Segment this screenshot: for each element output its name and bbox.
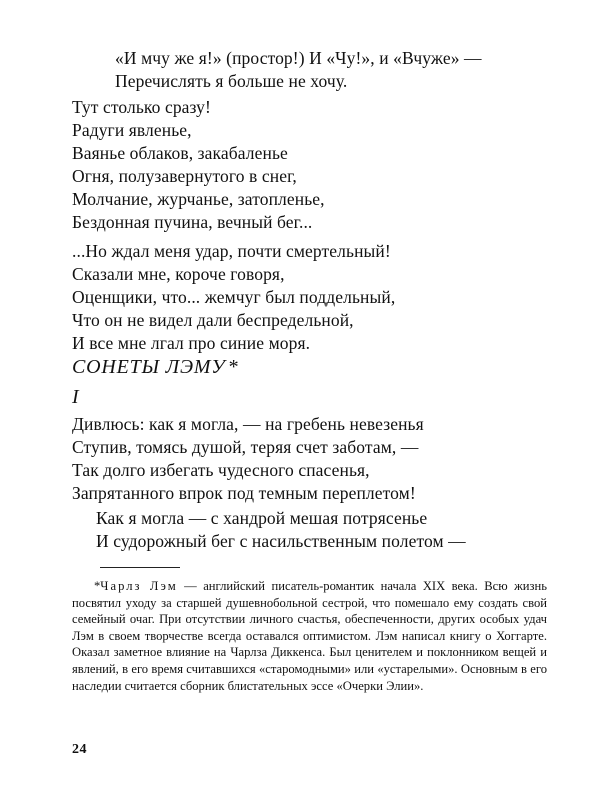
verse-line: ...Но ждал меня удар, почти смертельный! bbox=[72, 241, 391, 261]
page-number: 24 bbox=[72, 742, 87, 757]
footnote-marker: * bbox=[94, 579, 101, 593]
verse-line: Так долго избегать чудесного спасенья, bbox=[72, 460, 370, 480]
verse-line: Ступив, томясь душой, теряя счет заботам, — bbox=[72, 437, 419, 457]
verse-line: Запрятанного впрок под темным переплетом! bbox=[72, 483, 416, 503]
footnote bbox=[72, 578, 547, 694]
footnote-divider bbox=[100, 567, 180, 568]
verse-line: Перечислять я больше не хочу. bbox=[115, 71, 348, 91]
footnote-reference: * bbox=[228, 356, 240, 378]
verse-line: Ваянье облаков, закабаленье bbox=[72, 143, 288, 163]
verse-line: Радуги явленье, bbox=[72, 120, 192, 140]
sonnet-numeral: I bbox=[72, 386, 79, 408]
verse-line: Молчание, журчанье, затопленье, bbox=[72, 189, 325, 209]
section-title bbox=[72, 356, 239, 379]
footnote-name: Чарлз Лэм bbox=[100, 579, 178, 593]
verse-line: Сказали мне, короче говоря, bbox=[72, 264, 285, 284]
verse-line: Тут столько сразу! bbox=[72, 97, 211, 117]
verse-line: Бездонная пучина, вечный бег... bbox=[72, 212, 313, 232]
verse-line: И все мне лгал про синие моря. bbox=[72, 333, 311, 353]
footnote-text: — английский писатель-романтик начала XIX века. Всю жизнь посвятил уходу за старшей душевнобольной сестрой, что помешало ему создать свой семейный очаг. При отсутствии личного счастья, обеспеченности, других особых удач Лэм в своем творчестве всегда оставался оптимистом. Лэм написал книгу о Хоггарте. Оказал заметное влияние на Чарлза Диккенса. Был ценителем и поклонником вещей и явлений, в его время считавшихся «старомодными» или «устарелыми». Основным в его наследии считается сборник блистательных эссе «Очерки Элии». bbox=[72, 579, 547, 693]
section-title-text: СОНЕТЫ ЛЭМУ bbox=[72, 356, 226, 378]
verse-line: Дивлюсь: как я могла, — на гребень невезенья bbox=[72, 414, 424, 434]
verse-line: И судорожный бег с насильственным полетом — bbox=[96, 531, 466, 551]
verse-line: Что он не видел дали беспредельной, bbox=[72, 310, 354, 330]
verse-line: «И мчу же я!» (простор!) И «Чу!», и «Вчуже» — bbox=[115, 48, 482, 68]
verse-line: Как я могла — с хандрой мешая потрясенье bbox=[96, 508, 428, 528]
verse-line: Огня, полузавернутого в снег, bbox=[72, 166, 297, 186]
verse-line: Оценщики, что... жемчуг был поддельный, bbox=[72, 287, 396, 307]
